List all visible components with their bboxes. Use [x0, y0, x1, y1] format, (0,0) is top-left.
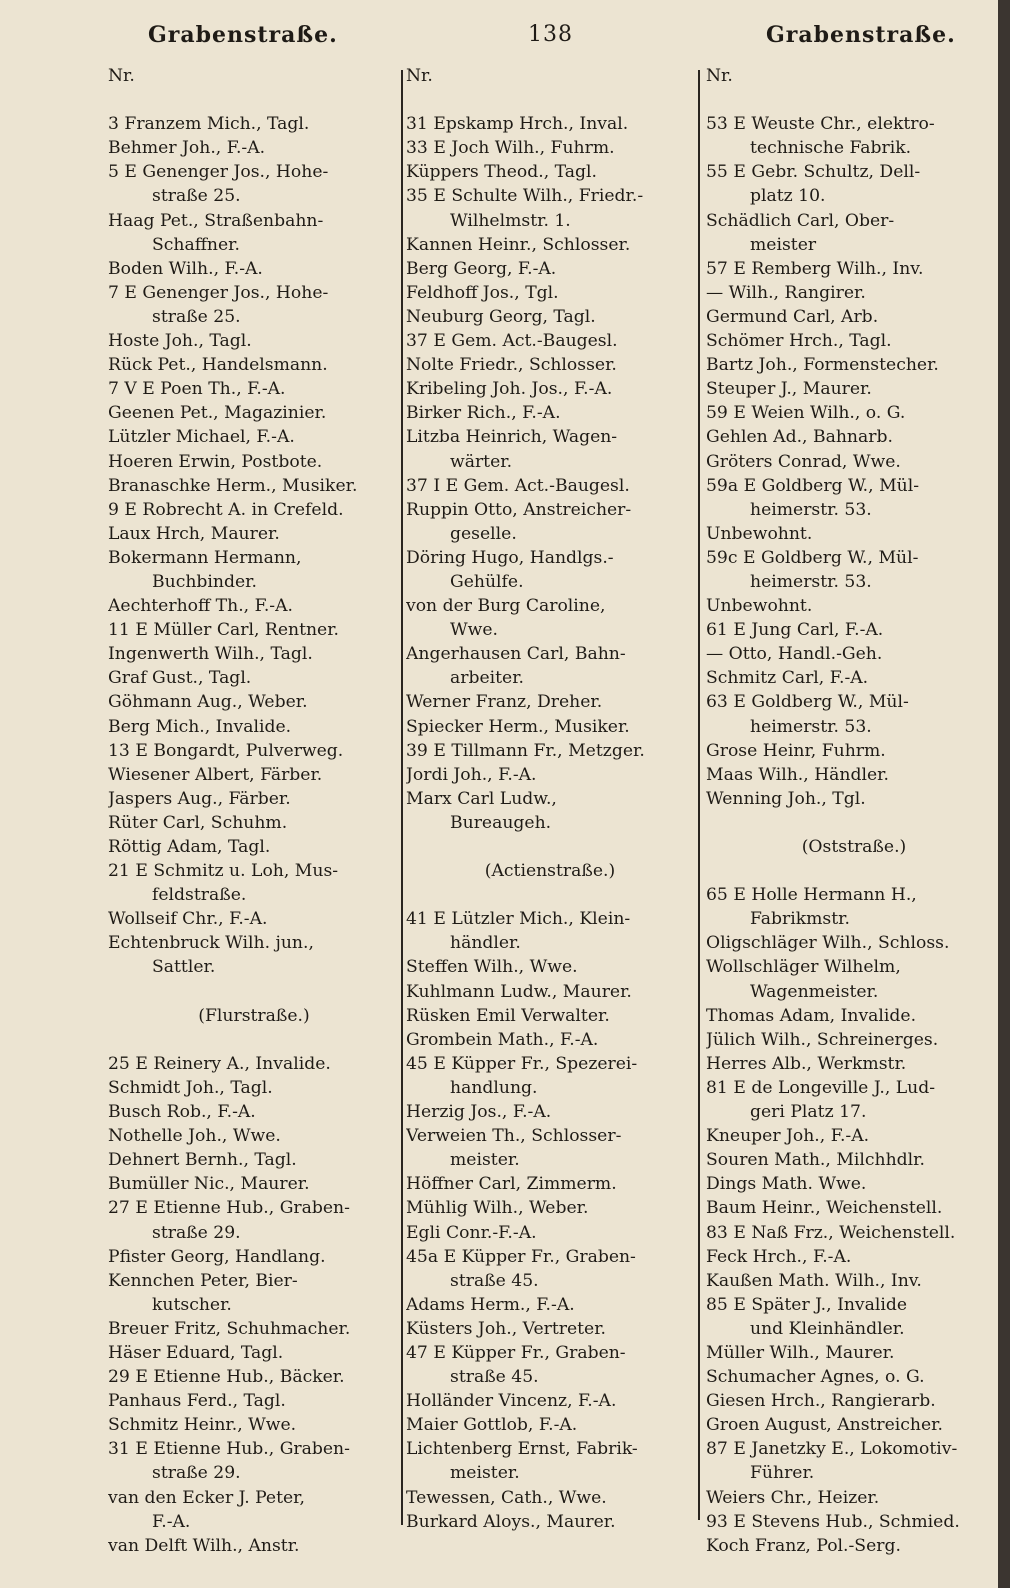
- directory-line: 35 E Schulte Wilh., Friedr.-: [406, 186, 644, 207]
- directory-line: van den Ecker J. Peter,: [108, 1487, 305, 1508]
- directory-line: Graf Gust., Tagl.: [108, 668, 252, 689]
- directory-line: Gehülfe.: [450, 571, 524, 592]
- directory-line: heimerstr. 53.: [750, 571, 872, 592]
- directory-line: technische Fabrik.: [750, 138, 912, 159]
- directory-line: Schaffner.: [152, 234, 240, 255]
- directory-line: 83 E Naß Frz., Weichenstell.: [706, 1222, 956, 1243]
- directory-line: arbeiter.: [450, 668, 525, 689]
- directory-line: Fabrikmstr.: [750, 909, 850, 930]
- directory-line: Breuer Fritz, Schuhmacher.: [108, 1318, 351, 1339]
- directory-line: 59a E Goldberg W., Mül-: [706, 475, 920, 496]
- directory-line: Küsters Joh., Vertreter.: [406, 1318, 607, 1339]
- directory-line: Werner Franz, Dreher.: [406, 692, 603, 713]
- directory-line: 31 Epskamp Hrch., Inval.: [406, 114, 629, 135]
- directory-line: Holländer Vincenz, F.-A.: [406, 1391, 617, 1412]
- directory-line: Kribeling Joh. Jos., F.-A.: [406, 379, 613, 400]
- directory-line: Schädlich Carl, Ober-: [706, 210, 895, 231]
- directory-line: 85 E Später J., Invalide: [706, 1294, 908, 1315]
- directory-line: Laux Hrch, Maurer.: [108, 523, 280, 544]
- directory-line: 53 E Weuste Chr., elektro-: [706, 114, 935, 135]
- directory-line: Oligschläger Wilh., Schloss.: [706, 933, 950, 954]
- directory-line: von der Burg Caroline,: [406, 596, 606, 617]
- directory-line: Maier Gottlob, F.-A.: [406, 1415, 578, 1436]
- directory-line: Wollseif Chr., F.-A.: [108, 909, 268, 930]
- directory-line: Grombein Math., F.-A.: [406, 1029, 599, 1050]
- directory-line: Baum Heinr., Weichenstell.: [706, 1198, 943, 1219]
- directory-line: — Wilh., Rangirer.: [706, 282, 866, 303]
- directory-line: Röttig Adam, Tagl.: [108, 837, 271, 857]
- directory-line: — Otto, Handl.-Geh.: [706, 644, 883, 665]
- directory-line: kutscher.: [152, 1294, 232, 1315]
- directory-line: straße 45.: [450, 1270, 539, 1291]
- directory-line: wärter.: [450, 451, 513, 472]
- spacer: [406, 835, 694, 859]
- directory-line: handlung.: [450, 1077, 538, 1098]
- directory-line: Giesen Hrch., Rangierarb.: [706, 1391, 936, 1412]
- directory-line: straße 29.: [152, 1222, 241, 1243]
- directory-line: 81 E de Longeville J., Lud-: [706, 1077, 936, 1098]
- directory-line: F.-A.: [152, 1511, 191, 1532]
- directory-line: Göhmann Aug., Weber.: [108, 692, 308, 713]
- directory-line: Aechterhoff Th., F.-A.: [108, 596, 293, 617]
- directory-line: geselle.: [450, 523, 517, 544]
- directory-line: Pfister Georg, Handlang.: [108, 1246, 326, 1267]
- directory-line: 7 E Genenger Jos., Hohe-: [108, 282, 329, 303]
- directory-line: Souren Math., Milchhdlr.: [706, 1150, 925, 1171]
- directory-line: Bureaugeh.: [450, 812, 552, 833]
- directory-line: Thomas Adam, Invalide.: [706, 1005, 917, 1026]
- directory-line: Dings Math. Wwe.: [706, 1174, 867, 1195]
- directory-line: Ingenwerth Wilh., Tagl.: [108, 644, 313, 665]
- directory-line: Kneuper Joh., F.-A.: [706, 1126, 870, 1147]
- directory-line: Hoeren Erwin, Postbote.: [108, 451, 323, 472]
- directory-line: Häser Eduard, Tagl.: [108, 1342, 284, 1363]
- directory-line: Egli Conr.-F.-A.: [406, 1222, 537, 1243]
- directory-line: 63 E Goldberg W., Mül-: [706, 692, 909, 713]
- directory-line: Geenen Pet., Magazinier.: [108, 403, 327, 424]
- directory-line: 65 E Holle Hermann H.,: [706, 885, 917, 906]
- directory-line: Höffner Carl, Zimmerm.: [406, 1174, 617, 1195]
- page-number: 138: [528, 22, 573, 47]
- directory-line: Lichtenberg Ernst, Fabrik-: [406, 1439, 638, 1460]
- directory-line: geri Platz 17.: [750, 1102, 867, 1123]
- directory-line: straße 45.: [450, 1367, 539, 1388]
- directory-line: 9 E Robrecht A. in Crefeld.: [108, 499, 344, 520]
- directory-line: Angerhausen Carl, Bahn-: [406, 644, 626, 665]
- directory-line: Haag Pet., Straßenbahn-: [108, 210, 324, 231]
- directory-line: Wilhelmstr. 1.: [450, 210, 571, 231]
- directory-line: Döring Hugo, Handlgs.-: [406, 547, 614, 568]
- directory-line: 29 E Etienne Hub., Bäcker.: [108, 1367, 345, 1388]
- directory-line: 7 V E Poen Th., F.-A.: [108, 379, 286, 400]
- directory-line: Litzba Heinrich, Wagen-: [406, 427, 618, 448]
- spacer: [108, 980, 400, 1004]
- directory-line: Jülich Wilh., Schreinerges.: [706, 1029, 939, 1050]
- page-edge-shadow: [998, 0, 1010, 1588]
- directory-line: Herzig Jos., F.-A.: [406, 1102, 552, 1123]
- directory-line: Bokermann Hermann,: [108, 547, 302, 568]
- directory-line: 87 E Janetzky E., Lokomotiv-: [706, 1439, 958, 1460]
- section-heading: (Flurstraße.): [198, 1005, 310, 1026]
- column-heading: Nr.: [108, 66, 135, 86]
- directory-line: Mühlig Wilh., Weber.: [406, 1198, 589, 1219]
- column-1: [108, 64, 400, 1558]
- directory-line: Führer.: [750, 1463, 815, 1484]
- directory-line: Germund Carl, Arb.: [706, 306, 879, 327]
- directory-line: 59 E Weien Wilh., o. G.: [706, 403, 906, 424]
- section-heading: (Oststraße.): [801, 837, 907, 857]
- directory-line: Panhaus Ferd., Tagl.: [108, 1391, 286, 1412]
- directory-line: feldstraße.: [152, 885, 247, 906]
- directory-line: Grose Heinr, Fuhrm.: [706, 740, 886, 761]
- directory-line: 59c E Goldberg W., Mül-: [706, 547, 919, 568]
- directory-line: 25 E Reinery A., Invalide.: [108, 1053, 331, 1074]
- directory-line: 21 E Schmitz u. Loh, Mus-: [108, 861, 339, 882]
- directory-line: Rüter Carl, Schuhm.: [108, 812, 288, 833]
- spacer: [108, 1028, 400, 1052]
- directory-line: Rüsken Emil Verwalter.: [406, 1005, 610, 1026]
- directory-line: Wagenmeister.: [750, 981, 879, 1002]
- directory-line: Echtenbruck Wilh. jun.,: [108, 933, 314, 954]
- directory-line: 3 Franzem Mich., Tagl.: [108, 114, 310, 135]
- directory-line: händler.: [450, 933, 521, 954]
- directory-line: Kennchen Peter, Bier-: [108, 1270, 298, 1291]
- directory-line: 39 E Tillmann Fr., Metzger.: [406, 740, 645, 761]
- running-header-left: Grabenstraße.: [148, 22, 338, 48]
- directory-line: Koch Franz, Pol.-Serg.: [706, 1535, 901, 1556]
- directory-line: 37 E Gem. Act.-Baugesl.: [406, 331, 618, 352]
- directory-line: Hoste Joh., Tagl.: [108, 331, 252, 352]
- directory-line: 61 E Jung Carl, F.-A.: [706, 620, 884, 641]
- directory-line: Buchbinder.: [152, 571, 257, 592]
- directory-line: Kannen Heinr., Schlosser.: [406, 234, 631, 255]
- directory-line: Schmitz Carl, F.-A.: [706, 668, 869, 689]
- directory-line: Bumüller Nic., Maurer.: [108, 1174, 310, 1195]
- directory-line: Groen August, Anstreicher.: [706, 1415, 943, 1436]
- directory-line: Nothelle Joh., Wwe.: [108, 1126, 281, 1147]
- directory-line: Jaspers Aug., Färber.: [108, 788, 291, 809]
- directory-line: Adams Herm., F.-A.: [406, 1294, 575, 1315]
- directory-line: Bartz Joh., Formenstecher.: [706, 355, 939, 376]
- directory-line: Jordi Joh., F.-A.: [406, 764, 537, 785]
- spacer: [406, 883, 694, 907]
- directory-line: 47 E Küpper Fr., Graben-: [406, 1342, 626, 1363]
- directory-line: 57 E Remberg Wilh., Inv.: [706, 258, 924, 279]
- directory-line: 41 E Lützler Mich., Klein-: [406, 909, 631, 930]
- directory-line: 13 E Bongardt, Pulverweg.: [108, 740, 344, 761]
- directory-line: Behmer Joh., F.-A.: [108, 138, 266, 159]
- directory-line: Schmitz Heinr., Wwe.: [108, 1415, 297, 1436]
- directory-line: Busch Rob., F.-A.: [108, 1102, 256, 1123]
- directory-line: Birker Rich., F.-A.: [406, 403, 561, 424]
- spacer: [706, 859, 1002, 883]
- directory-line: 5 E Genenger Jos., Hohe-: [108, 162, 329, 183]
- directory-line: Feldhoff Jos., Tgl.: [406, 282, 559, 303]
- directory-line: heimerstr. 53.: [750, 716, 872, 737]
- directory-line: Burkard Aloys., Maurer.: [406, 1511, 616, 1532]
- directory-line: Branaschke Herm., Musiker.: [108, 475, 358, 496]
- directory-line: Sattler.: [152, 957, 216, 978]
- directory-line: Küppers Theod., Tagl.: [406, 162, 597, 183]
- directory-line: meister: [750, 234, 817, 255]
- directory-line: Boden Wilh., F.-A.: [108, 258, 263, 279]
- directory-line: 45a E Küpper Fr., Graben-: [406, 1246, 636, 1267]
- directory-line: Schumacher Agnes, o. G.: [706, 1367, 925, 1388]
- directory-line: Tewessen, Cath., Wwe.: [406, 1487, 607, 1508]
- spacer: [108, 88, 400, 112]
- directory-line: Herres Alb., Werkmstr.: [706, 1053, 907, 1074]
- column-heading: Nr.: [706, 66, 733, 86]
- directory-line: 31 E Etienne Hub., Graben-: [108, 1439, 350, 1460]
- running-header-right: Grabenstraße.: [766, 22, 956, 48]
- directory-line: van Delft Wilh., Anstr.: [108, 1535, 300, 1556]
- directory-line: Kaußen Math. Wilh., Inv.: [706, 1270, 922, 1291]
- directory-line: Wwe.: [450, 620, 499, 641]
- directory-line: Marx Carl Ludw.,: [406, 788, 557, 809]
- column-divider-2: [698, 70, 700, 1520]
- section-heading: (Actienstraße.): [484, 861, 616, 882]
- directory-line: meister.: [450, 1463, 520, 1484]
- directory-line: 33 E Joch Wilh., Fuhrm.: [406, 138, 615, 159]
- directory-line: 27 E Etienne Hub., Graben-: [108, 1198, 350, 1219]
- directory-line: Wiesener Albert, Färber.: [108, 764, 323, 785]
- directory-line: Wollschläger Wilhelm,: [706, 957, 901, 978]
- column-heading: Nr.: [406, 66, 433, 86]
- directory-line: Ruppin Otto, Anstreicher-: [406, 499, 632, 520]
- directory-line: Neuburg Georg, Tagl.: [406, 306, 596, 327]
- directory-line: straße 29.: [152, 1463, 241, 1484]
- directory-line: Wenning Joh., Tgl.: [706, 788, 866, 809]
- directory-line: meister.: [450, 1150, 520, 1171]
- directory-line: 45 E Küpper Fr., Spezerei-: [406, 1053, 638, 1074]
- directory-line: Schömer Hrch., Tagl.: [706, 331, 892, 352]
- directory-line: Berg Mich., Invalide.: [108, 716, 292, 737]
- directory-line: Berg Georg, F.-A.: [406, 258, 557, 279]
- directory-line: Lützler Michael, F.-A.: [108, 427, 295, 448]
- directory-line: 37 I E Gem. Act.-Baugesl.: [406, 475, 630, 496]
- directory-line: Steuper J., Maurer.: [706, 379, 872, 400]
- directory-line: Schmidt Joh., Tagl.: [108, 1077, 273, 1098]
- directory-line: Unbewohnt.: [706, 523, 813, 544]
- directory-line: Gröters Conrad, Wwe.: [706, 451, 901, 472]
- directory-line: Nolte Friedr., Schlosser.: [406, 355, 617, 376]
- column-3: [706, 64, 1002, 1558]
- directory-line: Müller Wilh., Maurer.: [706, 1342, 895, 1363]
- directory-line: Maas Wilh., Händler.: [706, 764, 889, 785]
- directory-line: Rück Pet., Handelsmann.: [108, 355, 328, 376]
- directory-line: 11 E Müller Carl, Rentner.: [108, 620, 340, 641]
- directory-line: Dehnert Bernh., Tagl.: [108, 1150, 297, 1171]
- directory-line: und Kleinhändler.: [750, 1318, 905, 1339]
- directory-line: Unbewohnt.: [706, 596, 813, 617]
- directory-line: Weiers Chr., Heizer.: [706, 1487, 880, 1508]
- directory-line: heimerstr. 53.: [750, 499, 872, 520]
- spacer: [406, 88, 694, 112]
- spacer: [706, 88, 1002, 112]
- directory-line: Verweien Th., Schlosser-: [406, 1126, 622, 1147]
- directory-line: Steffen Wilh., Wwe.: [406, 957, 578, 978]
- directory-line: Gehlen Ad., Bahnarb.: [706, 427, 893, 448]
- column-divider-1: [401, 70, 403, 1525]
- directory-line: straße 25.: [152, 186, 241, 207]
- directory-line: Spiecker Herm., Musiker.: [406, 716, 630, 737]
- directory-line: 55 E Gebr. Schultz, Dell-: [706, 162, 921, 183]
- directory-line: Feck Hrch., F.-A.: [706, 1246, 852, 1267]
- directory-line: Kuhlmann Ludw., Maurer.: [406, 981, 632, 1002]
- directory-line: 93 E Stevens Hub., Schmied.: [706, 1511, 960, 1532]
- column-2: [406, 64, 694, 1534]
- directory-line: platz 10.: [750, 186, 826, 207]
- spacer: [706, 811, 1002, 835]
- directory-line: straße 25.: [152, 306, 241, 327]
